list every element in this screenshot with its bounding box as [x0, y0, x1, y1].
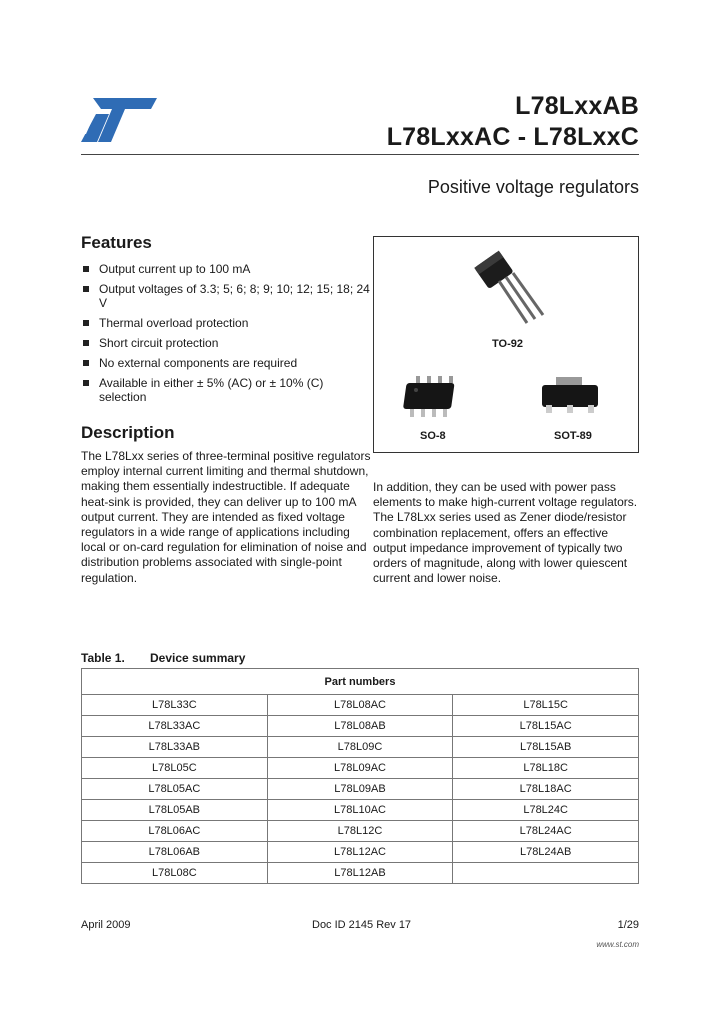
footer-url-link[interactable]: www.st.com: [596, 940, 639, 949]
table-cell: L78L24C: [453, 800, 639, 821]
feature-item: Output current up to 100 mA: [81, 262, 371, 276]
footer-date: April 2009: [81, 919, 131, 931]
table-body: [82, 695, 639, 884]
table-cell: L78L24AC: [453, 821, 639, 842]
description-paragraph-left: The L78Lxx series of three-terminal positive regulators employ internal current limiting and thermal shutdown, making them essentially indestructible. If adequate heat-sink is provided, they can deliver up to 100 mA output current. They are intended as fixed voltage regulators in a wide range of applications including local or on-card regulation for elimination of noise and distribution problems associated with single-point regulation.: [81, 449, 371, 585]
table-cell: L78L09AC: [267, 758, 453, 779]
table-cell: L78L12C: [267, 821, 453, 842]
table-row: [82, 800, 639, 821]
table-cell: L78L12AB: [267, 863, 453, 884]
bullet-icon: [83, 266, 89, 272]
table-cell: L78L05AC: [82, 779, 268, 800]
bullet-icon: [83, 380, 89, 386]
features-list: [81, 262, 371, 410]
table-cell: L78L09AB: [267, 779, 453, 800]
table-row: [82, 821, 639, 842]
table-row: [82, 863, 639, 884]
so8-label: SO-8: [420, 430, 446, 442]
table-cell: L78L18AC: [453, 779, 639, 800]
st-logo: [81, 98, 157, 142]
header-rule: [81, 154, 639, 155]
to92-label: TO-92: [492, 338, 523, 350]
table-cell: [453, 863, 639, 884]
description-heading: Description: [81, 423, 175, 442]
table-row: [82, 716, 639, 737]
table-cell: L78L12AC: [267, 842, 453, 863]
document-subtitle: Positive voltage regulators: [427, 177, 639, 197]
table-cell: L78L10AC: [267, 800, 453, 821]
table-row: [82, 737, 639, 758]
table-caption-number: Table 1.: [81, 651, 125, 665]
table-row: [82, 695, 639, 716]
table-cell: L78L05AB: [82, 800, 268, 821]
bullet-icon: [83, 360, 89, 366]
document-title-line-1: L78LxxAB: [515, 92, 639, 120]
table-cell: L78L18C: [453, 758, 639, 779]
table-cell: L78L33AB: [82, 737, 268, 758]
bullet-icon: [83, 340, 89, 346]
table-cell: L78L09C: [267, 737, 453, 758]
table-cell: L78L05C: [82, 758, 268, 779]
so8-package-icon: [402, 373, 466, 423]
table-caption: [81, 651, 245, 665]
table-cell: L78L08C: [82, 863, 268, 884]
table-cell: L78L15AB: [453, 737, 639, 758]
document-title-line-2: L78LxxAC - L78LxxC: [386, 123, 639, 151]
table-row: [82, 842, 639, 863]
table-header: Part numbers: [82, 669, 639, 695]
table-row: [82, 779, 639, 800]
package-illustration-box: [373, 236, 639, 453]
table-cell: L78L06AB: [82, 842, 268, 863]
table-caption-title: Device summary: [150, 651, 246, 665]
bullet-icon: [83, 320, 89, 326]
feature-item: Available in either ± 5% (AC) or ± 10% (C) selection: [81, 376, 371, 404]
feature-item: Output voltages of 3.3; 5; 6; 8; 9; 10; 12; 15; 18; 24 V: [81, 282, 371, 310]
table-cell: L78L08AB: [267, 716, 453, 737]
table-cell: L78L06AC: [82, 821, 268, 842]
feature-item: No external components are required: [81, 356, 371, 370]
table-cell: L78L33AC: [82, 716, 268, 737]
table-row: [82, 758, 639, 779]
table-cell: L78L15AC: [453, 716, 639, 737]
table-cell: L78L33C: [82, 695, 268, 716]
feature-item: Thermal overload protection: [81, 316, 371, 330]
table-cell: L78L08AC: [267, 695, 453, 716]
footer-doc-id: Doc ID 2145 Rev 17: [312, 919, 412, 931]
device-summary-table: [81, 668, 639, 884]
sot89-package-icon: [534, 375, 610, 417]
table-cell: L78L24AB: [453, 842, 639, 863]
sot89-label: SOT-89: [554, 430, 592, 442]
table-cell: L78L15C: [453, 695, 639, 716]
to92-package-icon: [469, 247, 549, 327]
description-paragraph-right: In addition, they can be used with power pass elements to make high-current voltage regulators. The L78Lxx series used as Zener diode/resistor combination replacement, offers an effective output impedance improvement of typically two orders of magnitude, along with lower quiescent current and lower noise.: [373, 480, 638, 586]
features-heading: Features: [81, 233, 152, 252]
feature-item: Short circuit protection: [81, 336, 371, 350]
footer-page-number: 1/29: [617, 919, 639, 931]
bullet-icon: [83, 286, 89, 292]
